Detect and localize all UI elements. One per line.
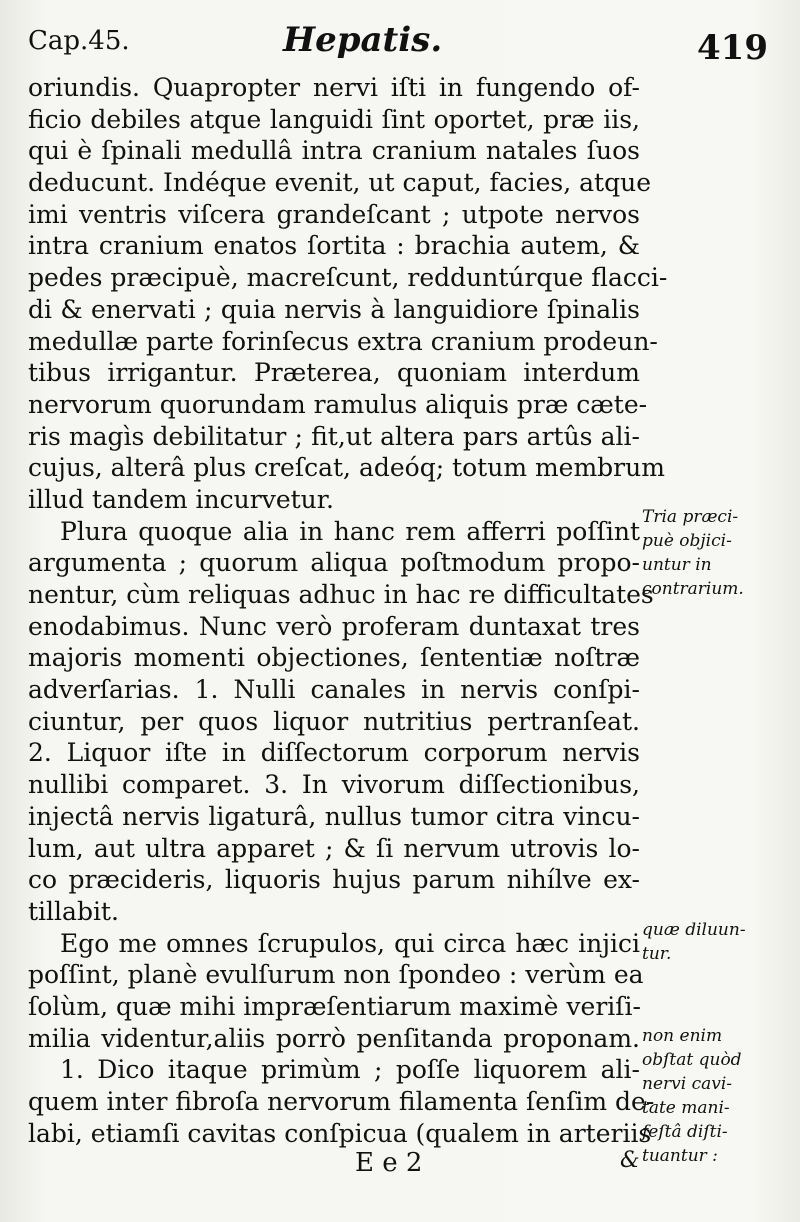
text-line: nervorum quorundam ramulus aliquis præ cæte- — [28, 389, 648, 419]
text-line: intra cranium enatos ſortita : brachia autem, & — [28, 231, 640, 261]
text-line: tillabit. — [28, 896, 119, 926]
paragraph-start-line: Plura quoque alia in hanc rem afferri poſſint — [60, 516, 640, 546]
text-line: adverſarias. 1. Nulli canales in nervis conſpi- — [28, 675, 640, 705]
text-line: ſolùm, quæ mihi impræſentiarum maximè veriſi- — [28, 991, 641, 1021]
text-line: argumenta ; quorum aliqua poſtmodum propo- — [28, 548, 640, 578]
signature-mark: E e 2 — [355, 1148, 423, 1178]
text-line: labi, etiamſi cavitas conſpicua (qualem in arteriis — [28, 1118, 652, 1148]
text-line: ficio debiles atque languidi ſint oportet, præ iis, — [28, 104, 640, 134]
running-title: Hepatis. — [283, 20, 443, 60]
margin-note-line: obſtat quòd — [642, 1050, 742, 1070]
text-line: quem inter fibroſa nervorum filamenta ſenſim de- — [28, 1087, 655, 1116]
margin-note-line: quæ diluun- — [642, 920, 746, 940]
text-line: ris magìs debilitatur ; fit,ut altera pars artûs ali- — [28, 421, 640, 451]
body-text — [28, 72, 668, 1149]
text-line: co præcideris, liquoris hujus parum nihílve ex- — [28, 865, 640, 895]
text-line: pedes præcipuè, macreſcunt, redduntúrque flacci- — [28, 263, 668, 293]
paragraph-start-line: 1. Dico itaque primùm ; poſſe liquorem ali- — [60, 1055, 640, 1085]
margin-note-line: tuantur : — [642, 1146, 718, 1166]
text-line: enodabimus. Nunc verò proferam duntaxat tres — [28, 611, 640, 641]
text-line: di & enervati ; quia nervis à languidiore ſpinalis — [28, 294, 640, 324]
text-line: illud tandem incurvetur. — [28, 484, 334, 514]
text-line: imi ventris viſcera grandeſcant ; utpote nervos — [28, 199, 640, 229]
text-line: 2. Liquor iſte in diſſectorum corporum nervis — [28, 738, 640, 768]
margin-note-objections — [642, 505, 792, 601]
text-line: nullibi comparet. 3. In vivorum diſſectionibus, — [28, 770, 640, 800]
text-line: cujus, alterâ plus creſcat, adeóq; totum membrum — [28, 453, 665, 483]
margin-note-line: puè objici- — [642, 531, 732, 551]
margin-note-cavity — [642, 1024, 792, 1168]
text-line: lum, aut ultra apparet ; & ſi nervum utrovis lo- — [28, 833, 640, 863]
text-line: medullæ parte forinſecus extra cranium prodeun- — [28, 326, 658, 356]
text-line: ciuntur, per quos liquor nutritius pertranſeat. — [28, 706, 640, 736]
margin-note-line: feſtâ diſti- — [642, 1122, 728, 1142]
text-line: injectâ nervis ligaturâ, nullus tumor citra vincu- — [28, 801, 640, 831]
text-line: deducunt. Indéque evenit, ut caput, facies, atque — [28, 168, 651, 198]
text-line: qui è ſpinali medullâ intra cranium natales ſuos — [28, 136, 640, 166]
margin-note-refuted — [642, 918, 792, 966]
margin-note-line: tate mani- — [642, 1098, 730, 1118]
margin-note-line: Tria præci- — [642, 507, 739, 527]
text-line: tibus irrigantur. Præterea, quoniam interdum — [28, 358, 640, 388]
margin-note-line: nervi cavi- — [642, 1074, 733, 1094]
paragraph-start-line: Ego me omnes ſcrupulos, qui circa hæc injici — [60, 928, 640, 958]
page-number: 419 — [697, 28, 768, 68]
text-line: oriundis. Quapropter nervi iſti in fungendo of- — [28, 73, 640, 102]
text-line: poſſint, planè evulſurum non ſpondeo : verùm ea — [28, 960, 644, 990]
margin-note-line: non enim — [642, 1026, 723, 1046]
page-footer — [0, 1148, 800, 1184]
catchword: & — [620, 1148, 640, 1173]
chapter-label: Cap.45. — [28, 26, 130, 56]
page-header — [28, 18, 768, 68]
margin-note-line: tur. — [642, 944, 672, 964]
text-line: majoris momenti objectiones, ſententiæ noſtræ — [28, 643, 640, 673]
text-line: nentur, cùm reliquas adhuc in hac re difficultates — [28, 580, 654, 609]
margin-note-line: untur in — [642, 555, 712, 575]
margin-note-line: contrarium. — [642, 579, 744, 599]
text-line: milia videntur,aliis porrò penſitanda proponam. — [28, 1023, 640, 1053]
